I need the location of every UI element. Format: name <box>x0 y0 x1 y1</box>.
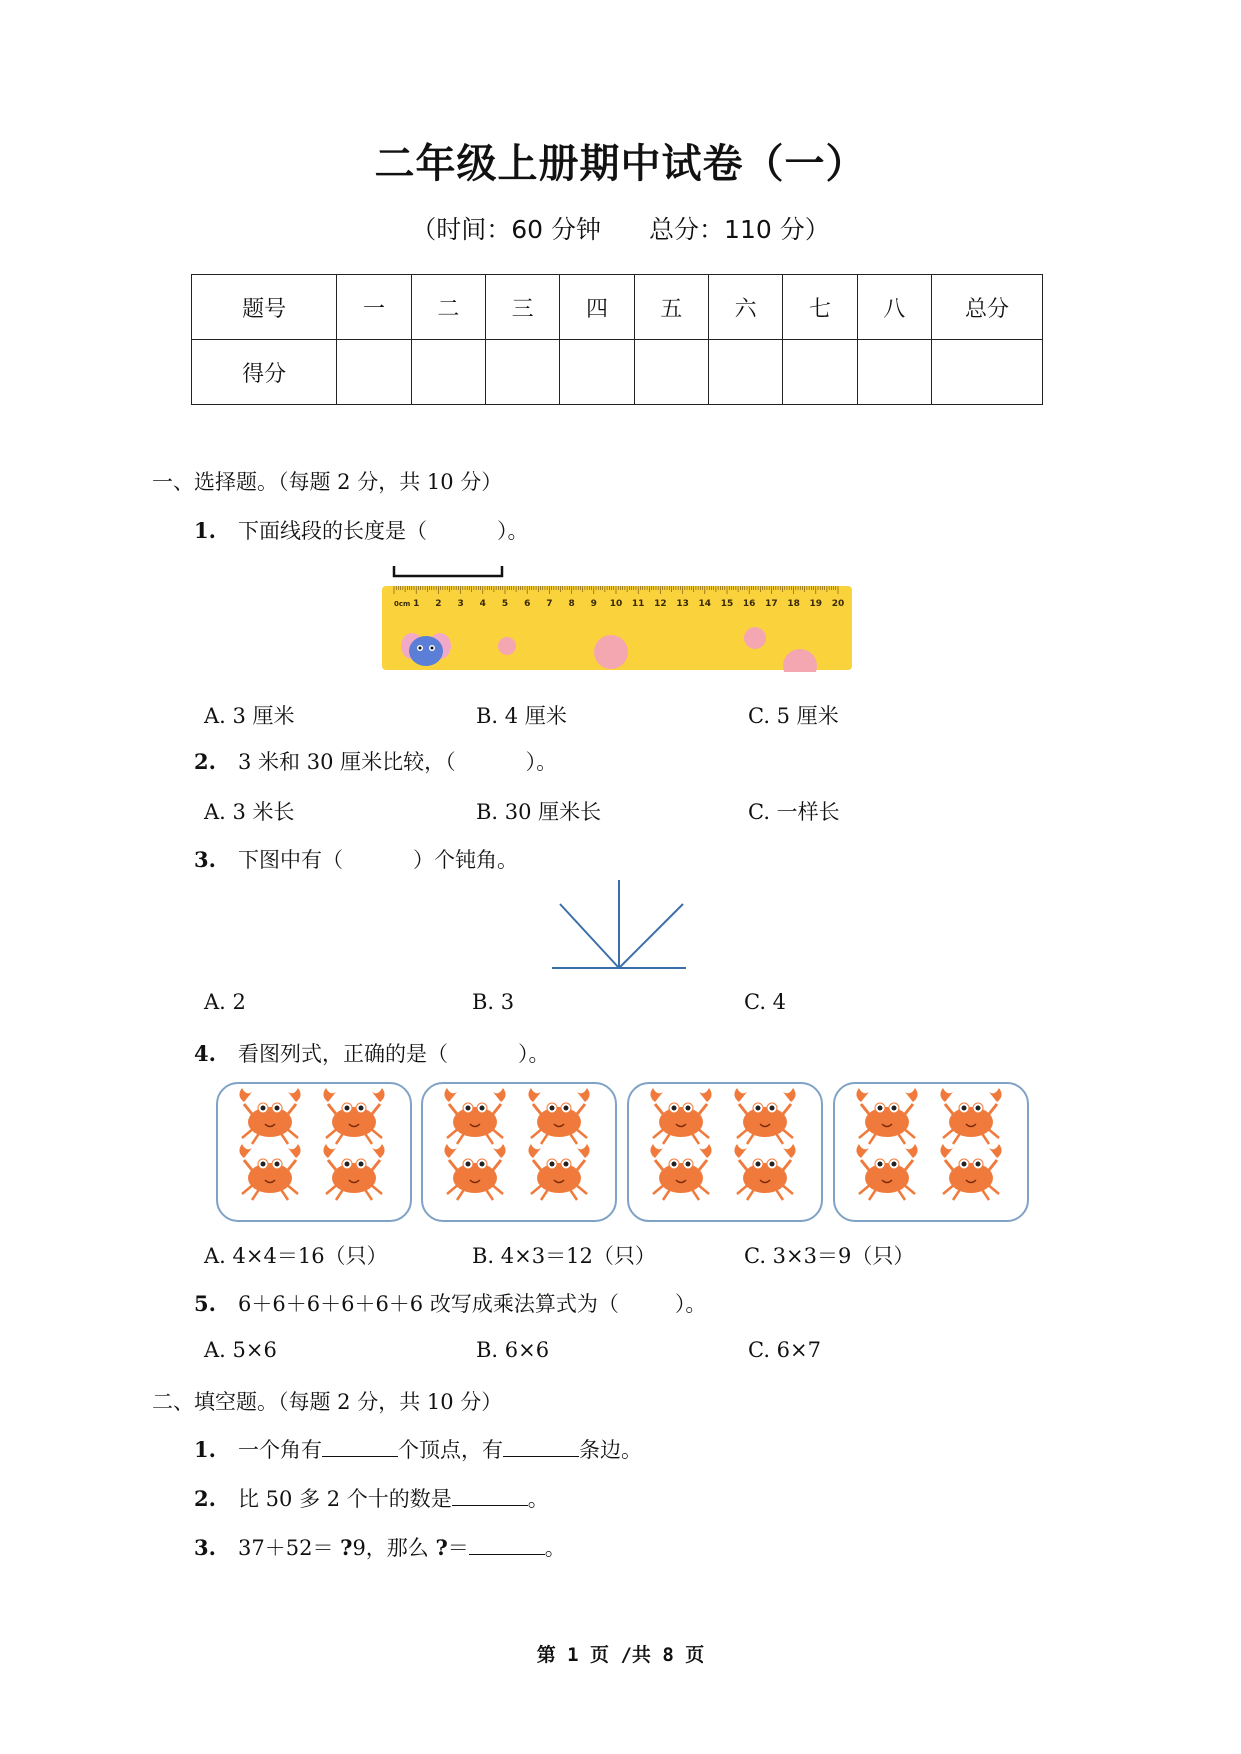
ruler-tick-label: 1 <box>413 599 420 609</box>
crab-icon <box>940 1088 1001 1144</box>
score-input-cell[interactable] <box>783 340 857 405</box>
crab-icon <box>734 1144 795 1200</box>
score-table-score-row <box>192 340 1043 405</box>
option-c[interactable]: C. 一样长 <box>748 800 840 824</box>
crab-icon <box>239 1144 300 1200</box>
ruler-tick-label: 19 <box>809 599 823 609</box>
section-2-heading: 二、填空题。（每题 2 分，共 10 分） <box>152 1390 503 1414</box>
total-score-label: 总分：110 分） <box>649 215 830 244</box>
crab-icon <box>856 1144 917 1200</box>
question-2-3 <box>194 1532 566 1562</box>
score-table-cell: 总分 <box>932 275 1043 340</box>
option-c[interactable]: C. 3×3＝9（只） <box>744 1244 915 1268</box>
score-table <box>191 274 1043 405</box>
ruler-tick-label: 18 <box>787 599 800 609</box>
question-number: 3. <box>194 1535 216 1560</box>
question-text: 下图中有（ <box>238 848 343 872</box>
score-input-cell[interactable] <box>486 340 560 405</box>
crab-icon <box>528 1144 589 1200</box>
crab-group <box>216 1082 412 1222</box>
ruler-tick-label: 4 <box>479 599 486 609</box>
question-text: 。 <box>544 1536 566 1560</box>
option-b[interactable]: B. 6×6 <box>476 1338 550 1362</box>
question-1-5 <box>194 1288 706 1318</box>
ruler-tick-label: 5 <box>501 599 509 609</box>
crab-icon-set <box>629 1084 821 1220</box>
ruler-tick-label: 10 <box>609 599 623 609</box>
crab-icon <box>323 1144 384 1200</box>
option-a[interactable]: A. 4×4＝16（只） <box>204 1244 388 1268</box>
score-table-cell: 五 <box>634 275 708 340</box>
score-table-cell: 一 <box>337 275 411 340</box>
crab-icon <box>444 1088 505 1144</box>
ruler-tick-label: 6 <box>524 599 531 609</box>
ruler-tick-label: 0cm <box>394 600 411 608</box>
ruler-tick-label: 15 <box>720 599 734 609</box>
score-table-cell: 二 <box>411 275 485 340</box>
ruler-labels <box>394 599 844 609</box>
option-c[interactable]: C. 6×7 <box>748 1338 821 1362</box>
question-text-end: ）。 <box>518 1042 550 1066</box>
option-a[interactable]: A. 2 <box>204 990 246 1014</box>
question-number: 2. <box>194 749 216 774</box>
ruler-tick-label: 17 <box>765 599 778 609</box>
angle-figure <box>552 878 688 972</box>
score-row-label: 得分 <box>192 340 337 405</box>
question-1-4 <box>194 1038 550 1068</box>
fill-blank[interactable] <box>452 1485 528 1506</box>
option-b[interactable]: B. 4 厘米 <box>476 704 567 728</box>
ruler-tick-label: 3 <box>457 599 464 609</box>
ruler-tick-label: 13 <box>676 599 689 609</box>
ruler-tick-label: 2 <box>435 599 442 609</box>
question-number: 4. <box>194 1041 216 1066</box>
question-2-2 <box>194 1483 549 1513</box>
ruler-figure <box>376 560 856 672</box>
unknown-digit-mark: ? <box>435 1535 448 1560</box>
option-b[interactable]: B. 3 <box>472 990 515 1014</box>
option-b[interactable]: B. 30 厘米长 <box>476 800 602 824</box>
question-1-1 <box>194 515 529 545</box>
question-2-1 <box>194 1434 642 1464</box>
page-footer: 第 1 页 /共 8 页 <box>536 1644 705 1666</box>
crab-icon-set <box>218 1084 410 1220</box>
score-table-cell: 题号 <box>192 275 337 340</box>
question-number: 5. <box>194 1291 216 1316</box>
question-text: 比 50 多 2 个十的数是 <box>238 1487 452 1511</box>
score-input-cell[interactable] <box>932 340 1043 405</box>
crab-icon-set <box>423 1084 615 1220</box>
crab-group <box>833 1082 1029 1222</box>
option-a[interactable]: A. 5×6 <box>204 1338 277 1362</box>
score-table-cell: 七 <box>783 275 857 340</box>
crab-icon <box>239 1088 300 1144</box>
question-text: 个顶点，有 <box>398 1438 503 1462</box>
question-1-2 <box>194 746 557 776</box>
question-number: 3. <box>194 847 216 872</box>
exam-info <box>0 210 1241 246</box>
question-text: 3 米和 30 厘米比较，（ <box>238 750 456 774</box>
score-table-header-row <box>192 275 1043 340</box>
question-text: 9，那么 <box>352 1536 436 1560</box>
ruler-tick-label: 7 <box>546 599 553 609</box>
question-text-end: ）。 <box>525 750 558 774</box>
question-text: 看图列式，正确的是（ <box>238 1042 448 1066</box>
option-c[interactable]: C. 4 <box>744 990 787 1014</box>
score-table-cell: 六 <box>708 275 782 340</box>
ruler-tick-label: 20 <box>831 599 845 609</box>
crab-icon <box>323 1088 384 1144</box>
question-number: 2. <box>194 1486 216 1511</box>
crab-icon <box>528 1088 589 1144</box>
question-text: ＝ <box>447 1536 469 1560</box>
section-1-heading: 一、选择题。（每题 2 分，共 10 分） <box>152 470 503 494</box>
page-title: 二年级上册期中试卷（一） <box>374 141 867 187</box>
score-input-cell[interactable] <box>634 340 708 405</box>
option-b[interactable]: B. 4×3＝12（只） <box>472 1244 656 1268</box>
crab-icon <box>650 1144 711 1200</box>
question-text: 条边。 <box>579 1438 642 1462</box>
crab-icon <box>734 1088 795 1144</box>
score-input-cell[interactable] <box>411 340 485 405</box>
ruler-tick-label: 9 <box>590 599 597 609</box>
score-table-cell: 三 <box>486 275 560 340</box>
question-text: 37＋52＝ <box>238 1536 341 1560</box>
score-input-cell[interactable] <box>560 340 634 405</box>
fill-blank[interactable] <box>322 1436 398 1457</box>
score-input-cell[interactable] <box>708 340 782 405</box>
time-label: （时间：60 分钟 <box>411 215 602 244</box>
crab-icon <box>444 1144 505 1200</box>
crab-icon <box>940 1144 1001 1200</box>
question-text: 6＋6＋6＋6＋6＋6 改写成乘法算式为（ <box>238 1292 619 1316</box>
question-number: 1. <box>194 518 216 543</box>
option-a[interactable]: A. 3 厘米 <box>204 704 295 728</box>
ruler-ticks <box>394 586 838 594</box>
option-c[interactable]: C. 5 厘米 <box>748 704 839 728</box>
score-table-cell: 四 <box>560 275 634 340</box>
crab-icon <box>856 1088 917 1144</box>
fill-blank[interactable] <box>503 1436 579 1457</box>
question-text-end: ）个钝角。 <box>413 848 518 872</box>
crab-group <box>421 1082 617 1222</box>
ruler-tick-label: 11 <box>631 599 645 609</box>
question-text-end: ）。 <box>674 1292 707 1316</box>
question-text: 一个角有 <box>238 1438 322 1462</box>
score-input-cell[interactable] <box>857 340 931 405</box>
fill-blank[interactable] <box>469 1534 545 1555</box>
score-input-cell[interactable] <box>337 340 411 405</box>
crab-icon <box>650 1088 711 1144</box>
crab-group <box>627 1082 823 1222</box>
question-number: 1. <box>194 1437 216 1462</box>
crab-icon-set <box>835 1084 1027 1220</box>
option-a[interactable]: A. 3 米长 <box>204 800 295 824</box>
ruler-tick-label: 8 <box>568 599 575 609</box>
ruler-tick-label: 12 <box>654 599 667 609</box>
question-text: 下面线段的长度是（ <box>238 519 427 543</box>
unknown-digit-mark: ? <box>340 1535 353 1560</box>
ruler-tick-label: 16 <box>742 599 756 609</box>
score-table-cell: 八 <box>857 275 931 340</box>
question-1-3 <box>194 844 518 874</box>
question-text-end: ）。 <box>497 519 529 543</box>
question-text: 。 <box>527 1487 549 1511</box>
ruler-tick-label: 14 <box>698 599 712 609</box>
